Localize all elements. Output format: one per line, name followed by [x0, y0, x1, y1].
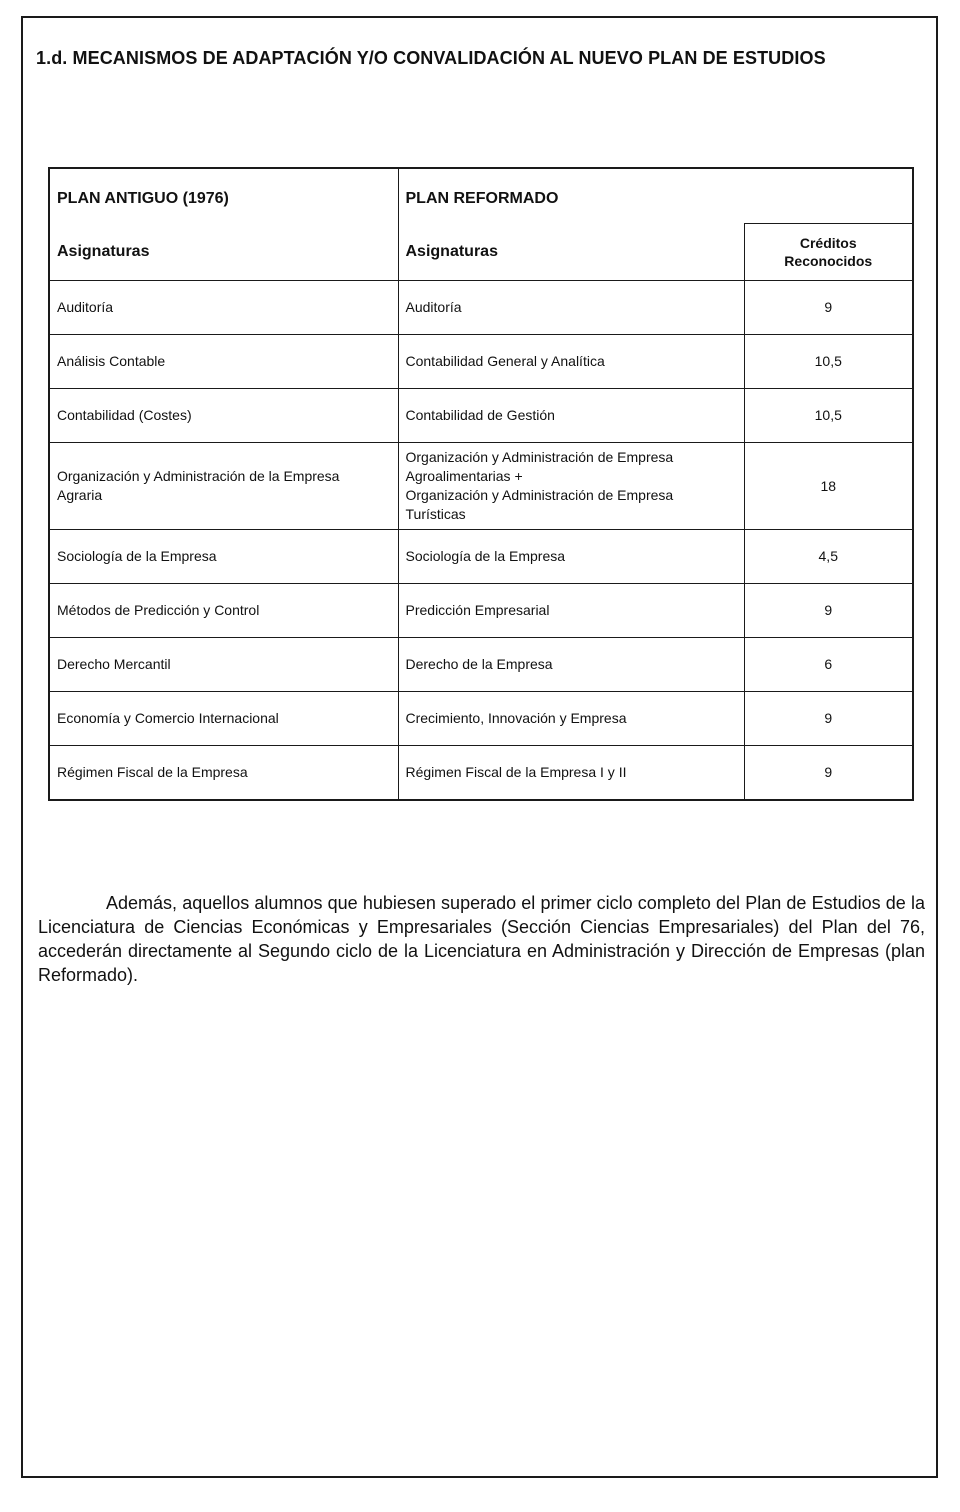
table-row [49, 692, 913, 746]
adaptation-table-container [48, 167, 912, 801]
credits-value: 18 [744, 443, 913, 530]
credits-header-line2: Reconocidos [784, 253, 873, 269]
old-subject: Derecho Mercantil [49, 638, 398, 692]
new-subject: Régimen Fiscal de la Empresa I y II [398, 746, 744, 801]
new-subject: Predicción Empresarial [398, 584, 744, 638]
new-subject: Auditoría [398, 281, 744, 335]
credits-value: 4,5 [744, 530, 913, 584]
old-subject: Métodos de Predicción y Control [49, 584, 398, 638]
old-subject-line: Organización y Administración de la Empresa [57, 468, 340, 484]
table-row [49, 746, 913, 801]
new-subject-line: Agroalimentarias + [405, 468, 523, 484]
old-subject: Economía y Comercio Internacional [49, 692, 398, 746]
old-subject: Sociología de la Empresa [49, 530, 398, 584]
new-plan-label: PLAN REFORMADO [398, 168, 913, 224]
table-row [49, 530, 913, 584]
table-row [49, 389, 913, 443]
new-subject-line: Organización y Administración de Empresa [405, 449, 674, 465]
new-subject: Sociología de la Empresa [398, 530, 744, 584]
new-subject: Crecimiento, Innovación y Empresa [398, 692, 744, 746]
old-subject [49, 443, 398, 530]
new-subject-line: Turísticas [405, 506, 466, 522]
new-subject: Derecho de la Empresa [398, 638, 744, 692]
credits-value: 6 [744, 638, 913, 692]
credits-value: 9 [744, 746, 913, 801]
new-subjects-header: Asignaturas [398, 224, 744, 281]
table-row [49, 584, 913, 638]
old-subject: Auditoría [49, 281, 398, 335]
old-subject: Régimen Fiscal de la Empresa [49, 746, 398, 801]
plan-header-row [49, 168, 913, 224]
old-subjects-header: Asignaturas [49, 224, 398, 281]
adaptation-table [48, 167, 914, 801]
new-subject: Contabilidad de Gestión [398, 389, 744, 443]
credits-value: 10,5 [744, 389, 913, 443]
old-subject: Análisis Contable [49, 335, 398, 389]
table-row [49, 281, 913, 335]
credits-value: 10,5 [744, 335, 913, 389]
credits-header [744, 224, 913, 281]
old-subject-line: Agraria [57, 487, 103, 503]
old-plan-label: PLAN ANTIGUO (1976) [49, 168, 398, 224]
credits-value: 9 [744, 281, 913, 335]
new-subject [398, 443, 744, 530]
section-heading: 1.d. MECANISMOS DE ADAPTACIÓN Y/O CONVALIDACIÓN AL NUEVO PLAN DE ESTUDIOS [36, 48, 826, 68]
table-row [49, 638, 913, 692]
credits-value: 9 [744, 584, 913, 638]
transition-note-paragraph: Además, aquellos alumnos que hubiesen superado el primer ciclo completo del Plan de Estudios de la Licenciatura de Ciencias Económicas y Empresariales (Sección Ciencias Empresariales) del Plan del 76, accederán directamente al Segundo ciclo de la Licenciatura en Administración y Dirección de Empresas (plan Reformado). [38, 893, 925, 985]
credits-value: 9 [744, 692, 913, 746]
table-row [49, 335, 913, 389]
column-header-row [49, 224, 913, 281]
credits-header-line1: Créditos [799, 235, 857, 251]
old-subject: Contabilidad (Costes) [49, 389, 398, 443]
new-subject-line: Organización y Administración de Empresa [405, 487, 674, 503]
new-subject: Contabilidad General y Analítica [398, 335, 744, 389]
table-row [49, 443, 913, 530]
